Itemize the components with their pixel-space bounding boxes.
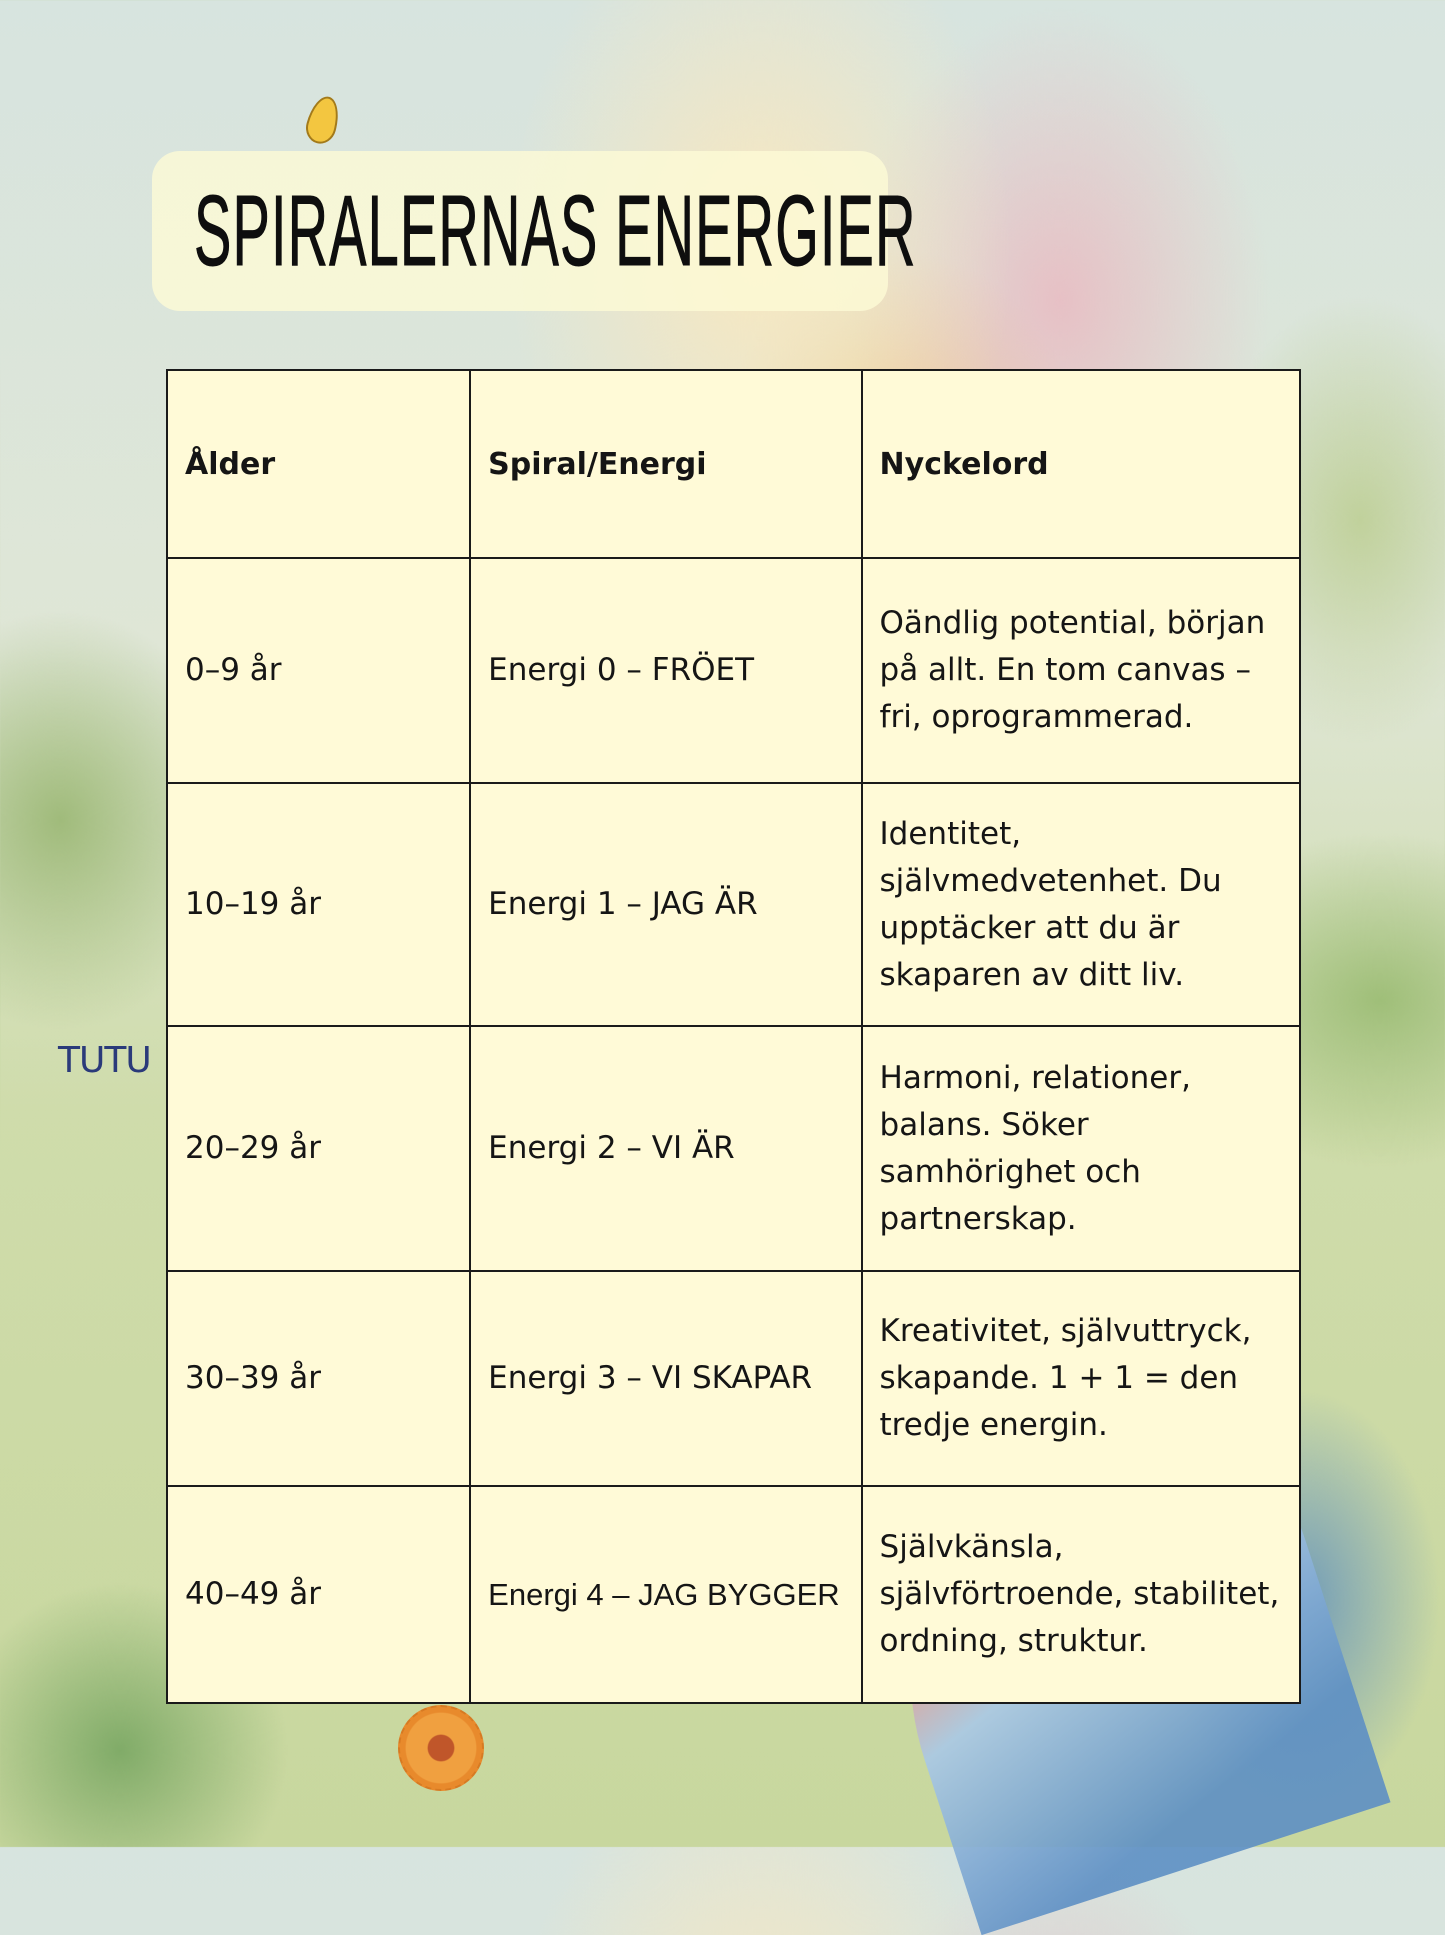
table-row [167,558,1300,783]
cell-keywords: Identitet, självmedvetenhet. Du upptäcker att du är skaparen av ditt liv. [862,783,1300,1026]
cell-age: 30–39 år [167,1271,470,1486]
flower-icon [398,1705,484,1791]
cell-keywords: Kreativitet, självuttryck, skapande. 1 + 1 = den tredje energin. [862,1271,1300,1486]
cell-energy: Energi 0 – FRÖET [470,558,861,783]
table-header-row [167,370,1300,558]
cell-age: 20–29 år [167,1026,470,1271]
cell-keywords: Oändlig potential, början på allt. En tom canvas – fri, oprogrammerad. [862,558,1300,783]
page-title: SPIRALERNAS ENERGIER [194,175,917,287]
table-row [167,1486,1300,1703]
cell-age: 10–19 år [167,783,470,1026]
cell-age: 0–9 år [167,558,470,783]
table-row [167,783,1300,1026]
cell-energy: Energi 2 – VI ÄR [470,1026,861,1271]
cell-energy: Energi 3 – VI SKAPAR [470,1271,861,1486]
header-energy: Spiral/Energi [470,370,861,558]
leaf-drop-icon [302,93,343,147]
cell-energy: Energi 1 – JAG ÄR [470,783,861,1026]
header-age: Ålder [167,370,470,558]
table-row [167,1271,1300,1486]
cell-keywords: Harmoni, relationer, balans. Söker samhörighet och partnerskap. [862,1026,1300,1271]
background-word: TUTU [58,1040,151,1081]
table-row [167,1026,1300,1271]
title-banner [152,151,917,311]
cell-energy: Energi 4 – JAG BYGGER [470,1486,861,1703]
energy-table [166,369,1301,1704]
cell-age: 40–49 år [167,1486,470,1703]
header-keywords: Nyckelord [862,370,1300,558]
cell-keywords: Självkänsla, självförtroende, stabilitet, ordning, struktur. [862,1486,1300,1703]
